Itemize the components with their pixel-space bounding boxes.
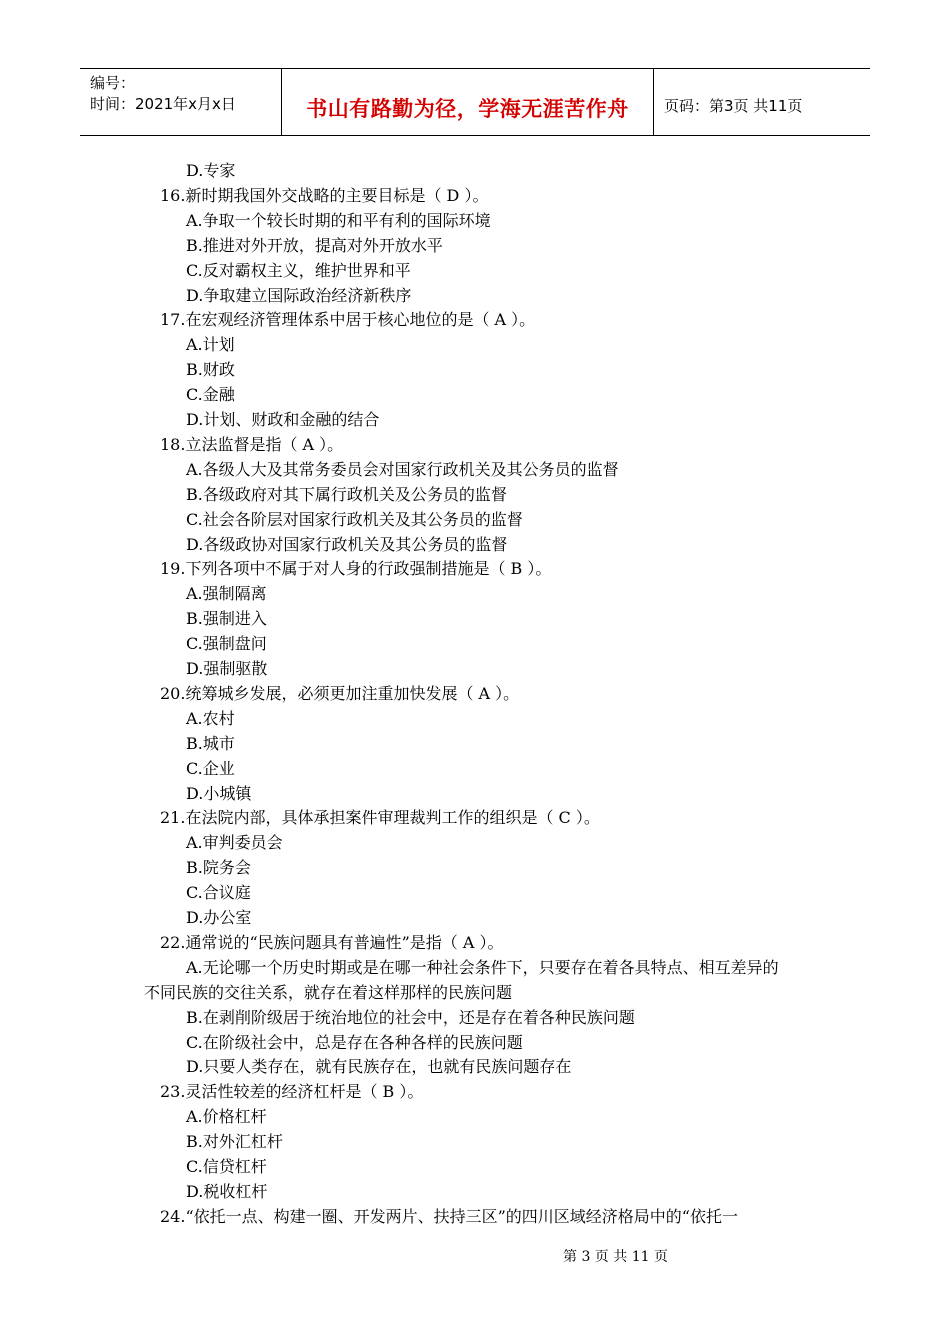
option-line: C.金融 [186,385,235,405]
option-line: B.在剥削阶级居于统治地位的社会中，还是存在着各种民族问题 [186,1007,635,1027]
option-line: C.企业 [186,758,235,778]
question-line: 16.新时期我国外交战略的主要目标是（ D ）。 [160,185,489,205]
option-line: D.强制驱散 [186,659,268,678]
header-page-cell [654,69,870,135]
option-line: D.小城镇 [186,783,252,803]
question-line: 23.灵活性较差的经济杠杆是（ B ）。 [160,1082,424,1102]
number-label: 编号： [90,74,136,92]
option-line: C.信贷杠杆 [186,1157,267,1176]
footer-page-number: 第 3 页 共 11 页 [563,1249,668,1265]
option-line: D.争取建立国际政治经济新秩序 [186,285,412,305]
question-line: 24.“依托一点、构建一圈、开发两片、扶持三区”的四川区域经济格局中的“依托一 [160,1206,738,1226]
header-table [80,68,870,136]
option-line: D.只要人类存在，就有民族存在，也就有民族问题存在 [186,1057,572,1077]
option-line: A.无论哪一个历史时期或是在哪一种社会条件下，只要存在着各具特点、相互差异的 [186,957,779,977]
option-line: B.对外汇杠杆 [186,1132,283,1152]
option-line: B.院务会 [186,858,251,878]
header-motto-cell [282,69,654,135]
question-line: 22.通常说的“民族问题具有普遍性”是指（ A ）。 [160,932,504,952]
option-line: D.办公室 [186,908,252,927]
option-line: A.计划 [186,335,235,355]
option-line: C.强制盘问 [186,634,267,654]
option-line: B.强制进入 [186,609,267,629]
time-label: 时间：2021年x月x日 [90,95,236,113]
continuation-line: 不同民族的交往关系，就存在着这样那样的民族问题 [144,982,513,1002]
question-line: 20.统筹城乡发展，必须更加注重加快发展（ A ）。 [160,683,520,703]
option-line: A.农村 [186,708,235,728]
option-line: A.强制隔离 [186,584,267,604]
option-line: B.财政 [186,360,235,380]
option-line: A.争取一个较长时期的和平有利的国际环境 [186,210,491,230]
page-info: 页码：第3页 共11页 [664,97,803,115]
option-line: C.合议庭 [186,883,251,903]
option-line: D.各级政协对国家行政机关及其公务员的监督 [186,534,508,554]
option-line: D.专家 [186,161,236,180]
question-line: 21.在法院内部，具体承担案件审理裁判工作的组织是（ C ）。 [160,808,600,828]
motto-text: 书山有路勤为径，学海无涯苦作舟 [306,97,629,121]
option-line: C.反对霸权主义，维护世界和平 [186,260,411,280]
option-line: B.推进对外开放，提高对外开放水平 [186,235,443,255]
option-line: A.各级人大及其常务委员会对国家行政机关及其公务员的监督 [186,459,619,479]
option-line: D.计划、财政和金融的结合 [186,410,380,429]
option-line: B.城市 [186,733,235,753]
question-line: 19.下列各项中不属于对人身的行政强制措施是（ B ）。 [160,559,552,579]
option-line: A.审判委员会 [186,833,283,853]
question-line: 18.立法监督是指（ A ）。 [160,434,344,454]
question-line: 17.在宏观经济管理体系中居于核心地位的是（ A ）。 [160,310,536,330]
option-line: C.在阶级社会中，总是存在各种各样的民族问题 [186,1032,523,1052]
option-line: D.税收杠杆 [186,1181,268,1201]
option-line: B.各级政府对其下属行政机关及公务员的监督 [186,484,507,504]
option-line: C.社会各阶层对国家行政机关及其公务员的监督 [186,509,523,529]
option-line: A.价格杠杆 [186,1107,267,1127]
header-meta-cell [80,69,282,135]
